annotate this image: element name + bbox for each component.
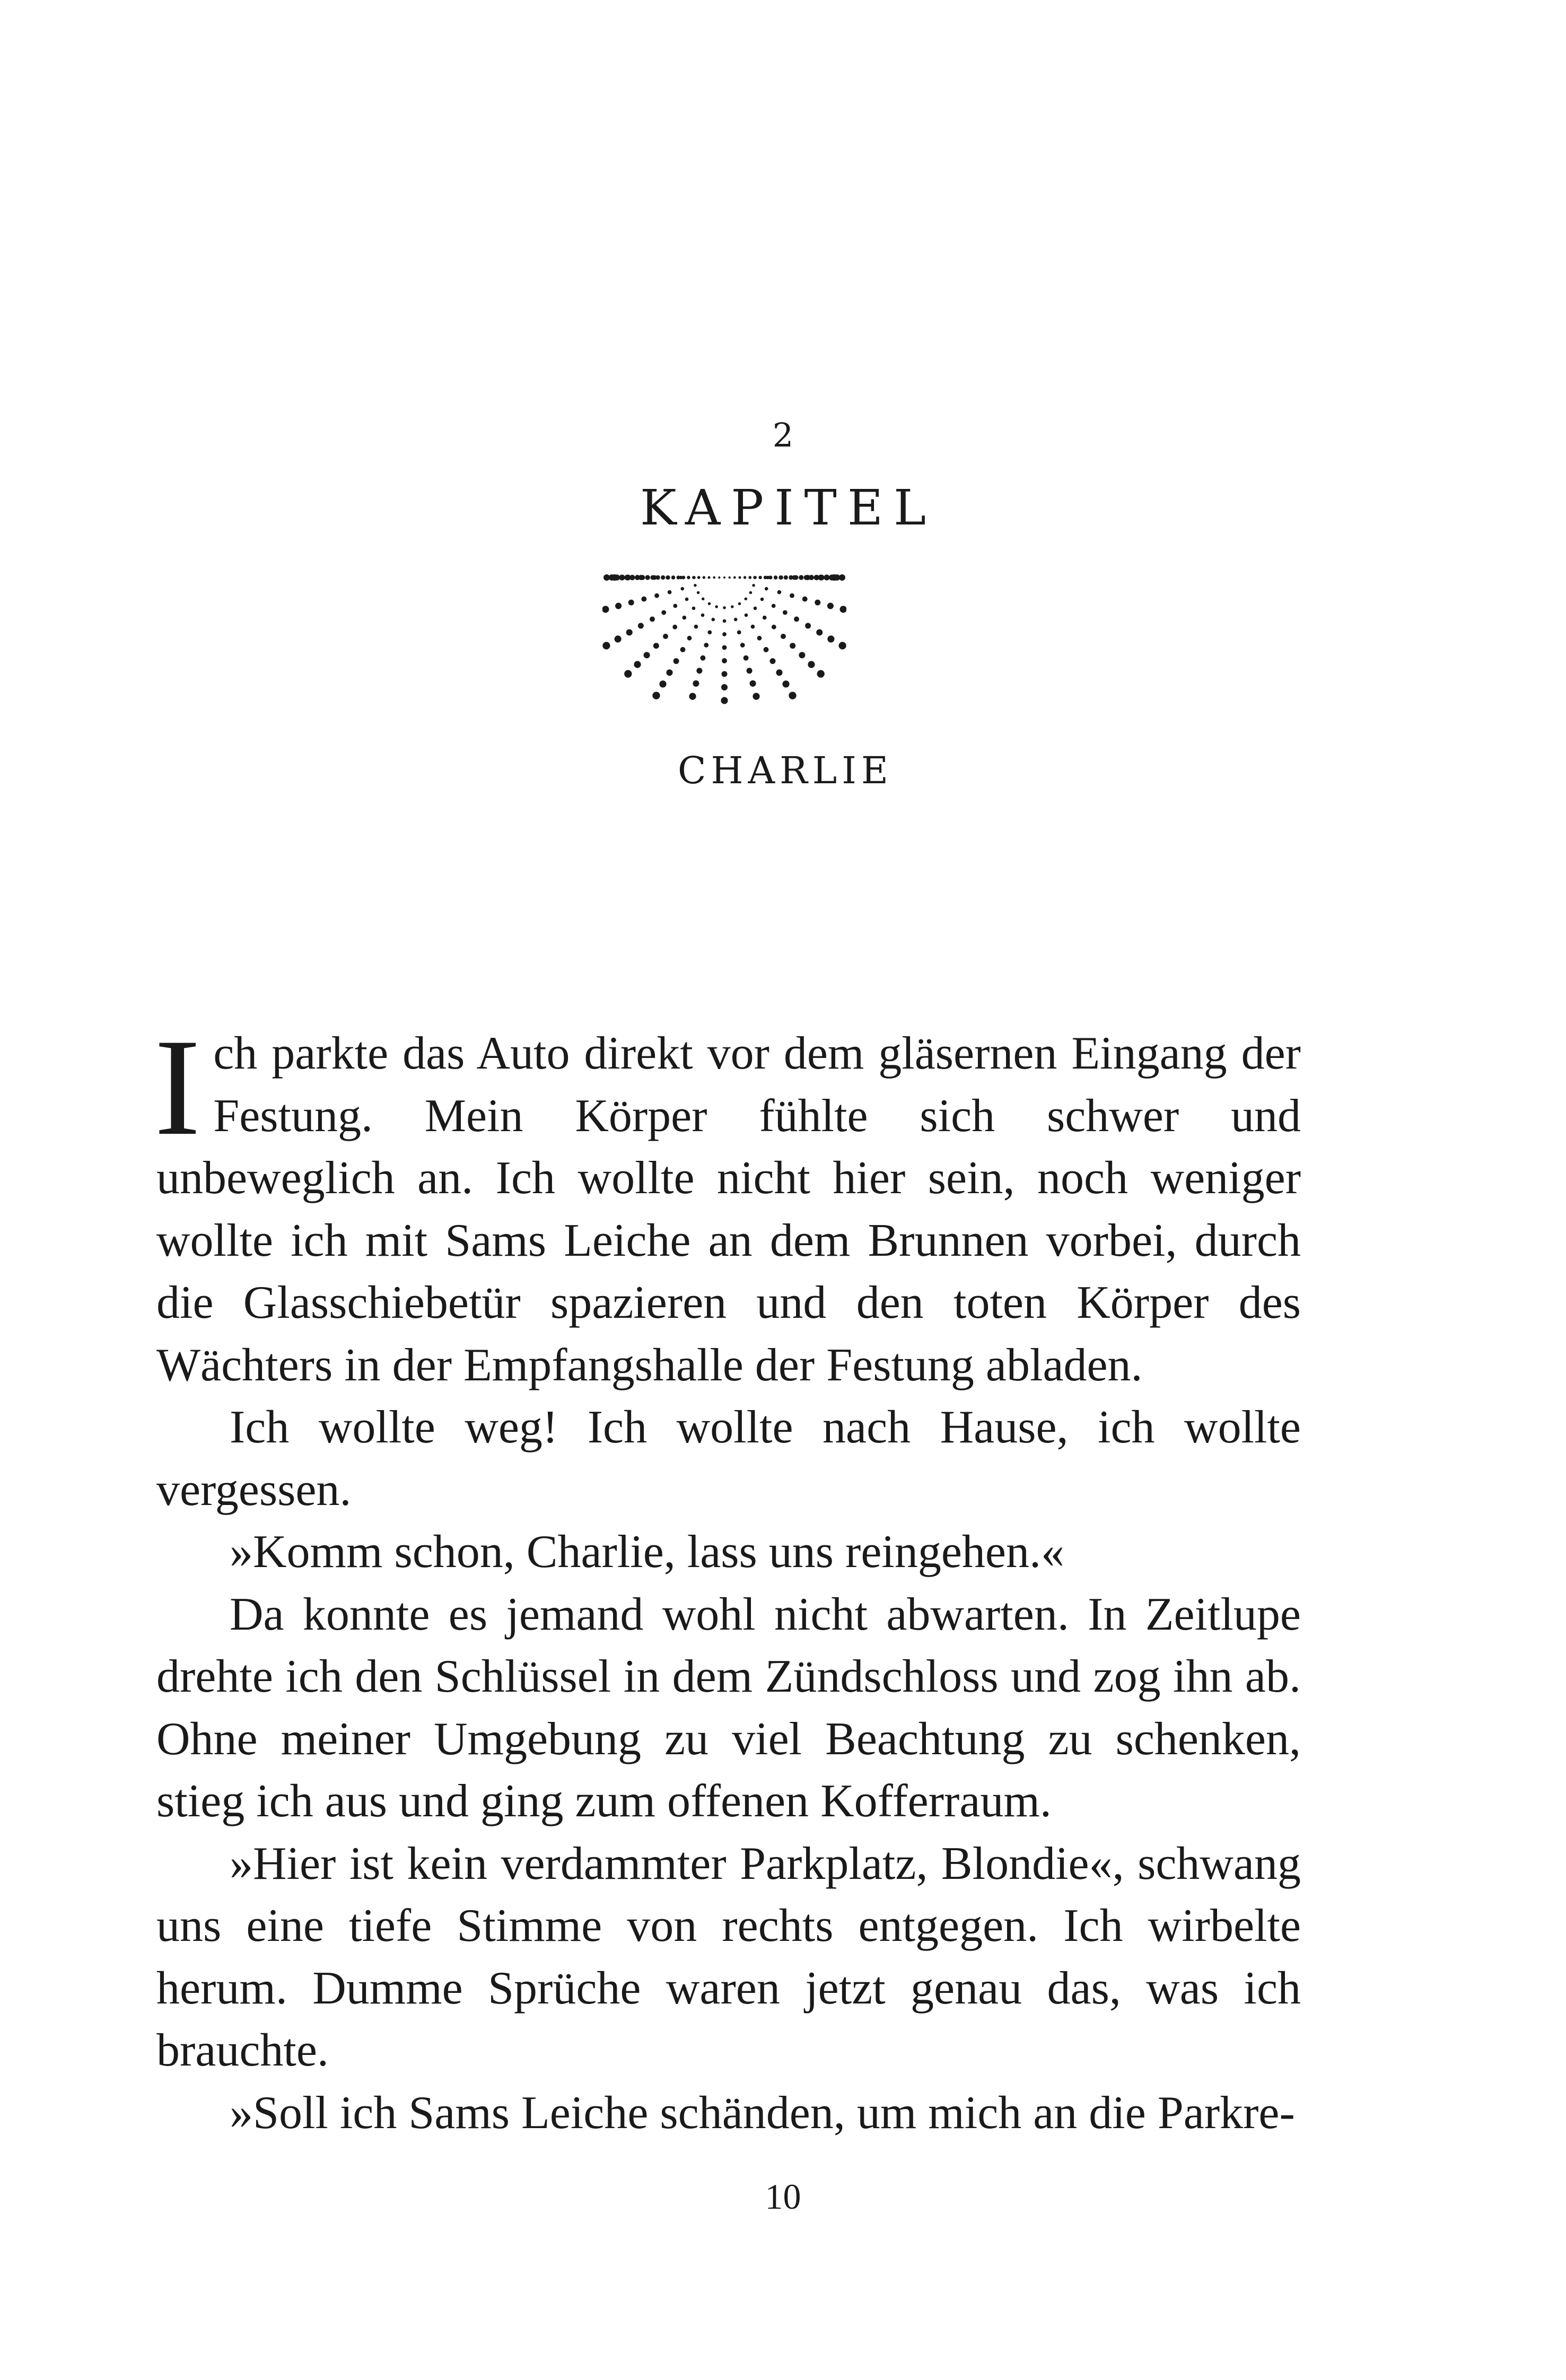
character-name: CHARLIE xyxy=(677,749,894,792)
paragraph-6: »Soll ich Sams Leiche schänden, um mich an die Parkre- xyxy=(230,2087,1295,2139)
paragraph-4: Da konnte es jemand wohl nicht abwarten. In Zeitlupe drehte ich den Schlüssel in dem Zündschloss und zog ihn ab. Ohne meiner Umgebung zu viel Beachtung zu schenken, stieg ich aus und ging zum offenen Kofferraum. xyxy=(156,1588,1301,1827)
paragraph-5: »Hier ist kein verdammter Parkplatz, Blondie«, schwang uns eine tiefe Stimme von rechts entgegen. Ich wirbelte herum. Dumme Sprüche waren jetzt genau das, was ich brauchte. xyxy=(156,1838,1301,2076)
paragraph-2: Ich wollte weg! Ich wollte nach Hause, ich wollte vergessen. xyxy=(156,1402,1301,1516)
paragraph-1 xyxy=(154,1010,1301,1396)
drop-cap: I xyxy=(154,1010,201,1164)
chapter-number: 2 xyxy=(772,416,794,454)
chapter-body xyxy=(154,1010,1301,2144)
page-number: 10 xyxy=(765,2176,801,2217)
paragraph-3: »Komm schon, Charlie, lass uns reingehen.« xyxy=(230,1526,1064,1578)
paragraph-1-text: ch parkte das Auto direkt vor dem gläsernen Eingang der Festung. Mein Körper fühlte sich schwer und unbeweglich an. Ich wollte nicht hier sein, noch weniger wollte ich mit Sams Leiche an dem Brunnen vorbei, durch die Glasschiebetür spazieren und den toten Körper des Wächters in der Empfangshalle der Festung abladen. xyxy=(156,1028,1301,1391)
chapter-heading: KAPITEL xyxy=(640,479,937,536)
dotted-fan-ornament-icon xyxy=(602,570,846,708)
